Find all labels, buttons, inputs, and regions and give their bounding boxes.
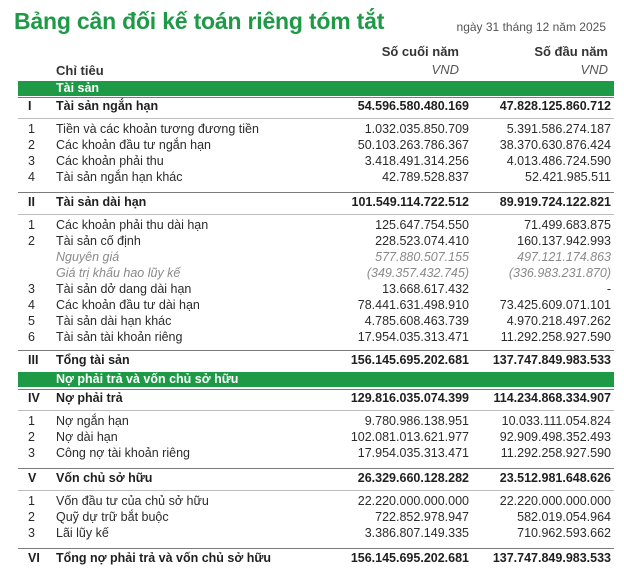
row-value-begin: 71.499.683.875 (524, 218, 611, 232)
table-row (18, 137, 614, 153)
row-value-begin: 52.421.985.511 (525, 170, 611, 184)
row-value-end: 26.329.660.128.282 (357, 471, 469, 485)
column-header-label: Chỉ tiêu (56, 63, 104, 78)
row-value-begin: 47.828.125.860.712 (499, 99, 611, 113)
row-label: Nợ dài hạn (56, 430, 118, 444)
row-value-end: 125.647.754.550 (375, 218, 469, 232)
row-number: 2 (28, 138, 35, 152)
table-row (18, 153, 614, 169)
row-label: Giá trị khấu hao lũy kế (56, 266, 181, 280)
row-value-begin: 114.234.868.334.907 (493, 391, 611, 405)
row-number: 5 (28, 314, 35, 328)
row-value-begin: 710.962.593.662 (517, 526, 611, 540)
divider (18, 350, 614, 351)
row-value-end: 78.441.631.498.910 (357, 298, 469, 312)
row-number: I (28, 99, 32, 113)
report-date: ngày 31 tháng 12 năm 2025 (456, 20, 606, 34)
table-row (18, 249, 614, 265)
row-value-begin: 160.137.942.993 (517, 234, 611, 248)
section-band-liabilities-equity (18, 372, 614, 387)
row-number: 3 (28, 154, 35, 168)
row-label: Công nợ tài khoản riêng (56, 446, 190, 460)
table-row (18, 233, 614, 249)
row-value-begin: 137.747.849.983.533 (492, 551, 611, 565)
row-label: Tài sản dài hạn khác (56, 314, 172, 328)
row-label: Quỹ dự trữ bắt buộc (56, 510, 169, 524)
row-number: 4 (28, 170, 35, 184)
table-row (18, 281, 614, 297)
header (14, 6, 610, 38)
table-row (18, 493, 614, 509)
row-value-begin: 5.391.586.274.187 (506, 122, 611, 136)
divider (18, 468, 614, 469)
row-label: Tài sản ngắn hạn khác (56, 170, 183, 184)
row-value-end: 54.596.580.480.169 (357, 99, 469, 113)
row-value-begin: 23.512.981.648.626 (499, 471, 611, 485)
table-row (18, 470, 614, 486)
row-value-begin: 92.909.498.352.493 (499, 430, 611, 444)
table-row (18, 329, 614, 345)
row-number: VI (28, 551, 40, 565)
table-row (18, 525, 614, 541)
row-number: 1 (28, 218, 35, 232)
column-header-end-unit: VND (431, 62, 459, 77)
row-label: Tài sản dở dang dài hạn (56, 282, 192, 296)
table-row (18, 313, 614, 329)
row-label: Tổng nợ phải trả và vốn chủ sở hữu (56, 551, 272, 565)
table-row (18, 445, 614, 461)
table-row (18, 390, 614, 406)
table-row (18, 194, 614, 210)
row-number: 1 (28, 122, 35, 136)
page-title: Bảng cân đối kế toán riêng tóm tắt (14, 8, 385, 34)
table-row (18, 265, 614, 281)
row-number: 2 (28, 510, 35, 524)
row-value-end: 13.668.617.432 (382, 282, 469, 296)
row-label: Các khoản đầu tư ngắn hạn (56, 138, 212, 152)
row-value-end: 102.081.013.621.977 (350, 430, 469, 444)
row-value-end: 9.780.986.138.951 (364, 414, 469, 428)
row-value-end: 1.032.035.850.709 (364, 122, 469, 136)
section-title: Nợ phải trả và vốn chủ sở hữu (56, 372, 239, 386)
row-number: 2 (28, 234, 35, 248)
row-number: 3 (28, 526, 35, 540)
row-number: IV (28, 391, 40, 405)
row-number: 1 (28, 494, 35, 508)
divider (18, 214, 614, 215)
row-label: Các khoản đầu tư dài hạn (56, 298, 200, 312)
row-label: Tiền và các khoản tương đương tiền (56, 122, 259, 136)
table-row (18, 297, 614, 313)
row-value-begin: - (606, 282, 611, 296)
row-value-begin: 11.292.258.927.590 (500, 330, 611, 344)
row-value-begin: 89.919.724.122.821 (499, 195, 611, 209)
row-value-end: 228.523.074.410 (375, 234, 469, 248)
row-value-begin: 10.033.111.054.824 (501, 414, 611, 428)
row-value-end: 4.785.608.463.739 (364, 314, 469, 328)
row-number: 3 (28, 446, 35, 460)
row-label: Tài sản cố định (56, 234, 141, 248)
row-number: 6 (28, 330, 35, 344)
row-number: II (28, 195, 35, 209)
column-header-begin-period: Số đầu năm (534, 44, 608, 59)
row-number: 4 (28, 298, 35, 312)
row-value-end: 17.954.035.313.471 (357, 330, 469, 344)
column-header-begin-unit: VND (580, 62, 608, 77)
table-row (18, 121, 614, 137)
row-label: Nguyên giá (56, 250, 120, 264)
table-row (18, 550, 614, 566)
table-row (18, 98, 614, 114)
row-value-begin: 22.220.000.000.000 (499, 494, 611, 508)
row-number: 1 (28, 414, 35, 428)
table-row (18, 169, 614, 185)
row-value-begin: 582.019.054.964 (517, 510, 611, 524)
row-value-end: 17.954.035.313.471 (357, 446, 469, 460)
row-value-begin: 4.970.218.497.262 (506, 314, 611, 328)
divider (18, 192, 614, 193)
row-value-end: 101.549.114.722.512 (351, 195, 469, 209)
row-label: Lãi lũy kế (56, 526, 109, 540)
row-label: Tài sản tài khoản riêng (56, 330, 183, 344)
row-value-end: 22.220.000.000.000 (357, 494, 469, 508)
row-value-begin: 38.370.630.876.424 (499, 138, 611, 152)
row-value-end: 3.418.491.314.256 (364, 154, 469, 168)
divider (18, 490, 614, 491)
row-label: Nợ ngắn hạn (56, 414, 129, 428)
divider (18, 118, 614, 119)
divider (18, 410, 614, 411)
table-row (18, 413, 614, 429)
row-label: Tổng tài sản (56, 353, 130, 367)
row-value-begin: 4.013.486.724.590 (506, 154, 611, 168)
row-value-begin: (336.983.231.870) (508, 266, 611, 280)
row-number: 3 (28, 282, 35, 296)
row-value-end: 42.789.528.837 (382, 170, 469, 184)
table-row (18, 352, 614, 368)
row-number: V (28, 471, 37, 485)
row-label: Nợ phải trả (56, 391, 123, 405)
row-number: III (28, 353, 39, 367)
row-value-end: 50.103.263.786.367 (357, 138, 469, 152)
row-value-end: 156.145.695.202.681 (350, 353, 469, 367)
row-label: Vốn đầu tư của chủ sở hữu (56, 494, 209, 508)
row-label: Tài sản dài hạn (56, 195, 147, 209)
section-title: Tài sản (56, 81, 100, 95)
table-row (18, 217, 614, 233)
row-value-end: 3.386.807.149.335 (364, 526, 469, 540)
table-row (18, 429, 614, 445)
row-label: Tài sản ngắn hạn (56, 99, 159, 113)
section-band-assets (18, 81, 614, 96)
row-value-begin: 11.292.258.927.590 (500, 446, 611, 460)
row-value-end: (349.357.432.745) (366, 266, 469, 280)
row-value-begin: 497.121.174.863 (517, 250, 611, 264)
row-value-begin: 73.425.609.071.101 (499, 298, 611, 312)
row-value-end: 722.852.978.947 (375, 510, 469, 524)
row-label: Các khoản phải thu dài hạn (56, 218, 209, 232)
row-value-end: 156.145.695.202.681 (350, 551, 469, 565)
column-header-end-period: Số cuối năm (381, 44, 459, 59)
row-label: Các khoản phải thu (56, 154, 164, 168)
row-value-begin: 137.747.849.983.533 (492, 353, 611, 367)
row-number: 2 (28, 430, 35, 444)
row-value-end: 129.816.035.074.399 (350, 391, 469, 405)
divider (18, 548, 614, 549)
row-value-end: 577.880.507.155 (375, 250, 469, 264)
row-label: Vốn chủ sở hữu (56, 471, 153, 485)
table-row (18, 509, 614, 525)
